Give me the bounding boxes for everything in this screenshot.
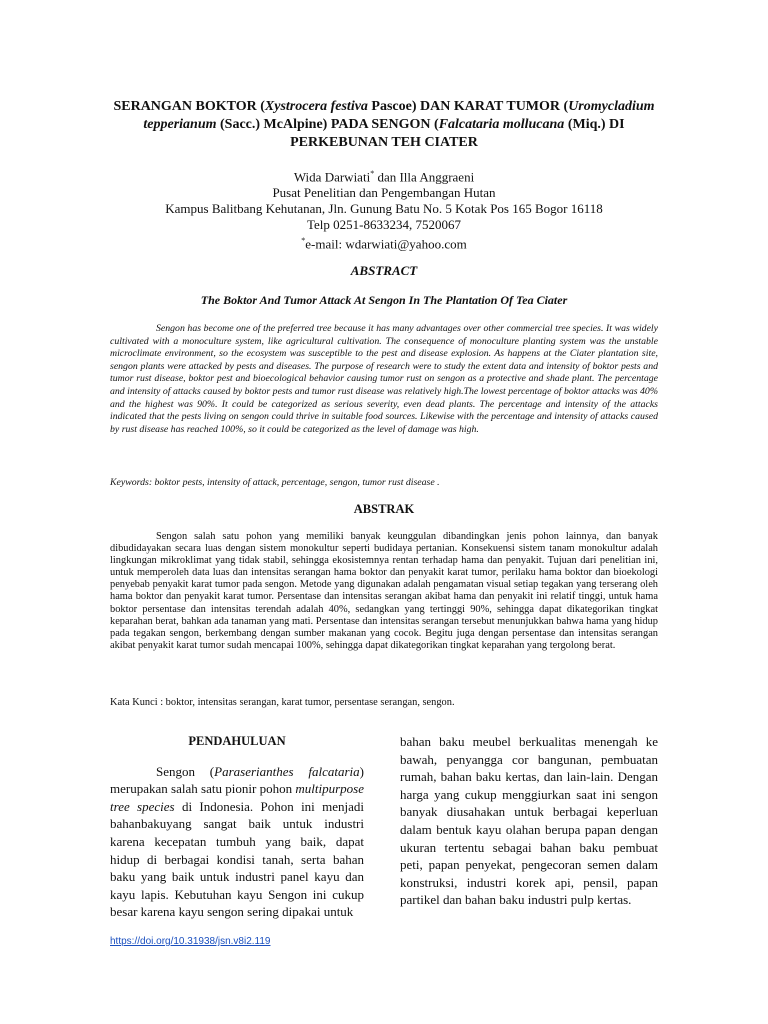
abstrak-text: Sengon salah satu pohon yang memiliki banyak keunggulan dibandingkan jenis pohon lainnya, dan banyak dibudidayakan secara luas dengan sistem monokultur seperti budidaya pertanian. Konsekuensi sistem tanam monokultur adalah lingkungan mikroklimat yang tidak stabil, sehingga ekosistemnya rentan terhadap hama dan penyakit. Tujuan dari penelitian ini, untuk memperoleh data luas dan intensitas serangan hama boktor dan penyakit karat tumor, perilaku hama boktor dan bioekologi penyebab penyakit karat tumor pada sengon. Metode yang digunakan adalah pengamatan visual setiap tegakan yang terserang oleh hama boktor dan penyakit karat tumor. Persentase dan intensitas serangan akibat hama dan penyakit ini relatif tinggi, untuk hama boktor persentase dan intensitas terendah adalah 40%, sedangkan yang tertinggi 90%, sehingga dapat dikategorikan tingkat keparahan berat, bahkan ada tanaman yang mati. Persentase dan intensitas serangan tersebut menunjukkan bahwa hama yang hidup pada tegakan sengon, berkembang dengan sumber makanan yang cocok. Begitu juga dengan persentase dan intensitas serangan akibat penyakit karat tumor sudah mencapai 100%, sehingga dapat dikategorikan tingkat keparahan yang tergolong berat. [110, 531, 658, 651]
abstract-keywords: Keywords: boktor pests, intensity of attack, percentage, sengon, tumor rust disease . [110, 477, 440, 488]
title-species-boktor: Xystrocera festiva [264, 99, 368, 114]
intro-right-text: bahan baku meubel berkualitas menengah ke bawah, penyangga cor bangunan, pembuatan rumah, bahan baku kertas, dan lain-lain. Dengan harga yang cukup menggiurkan saat ini sengon banyak diusahakan untuk berbagai keperluan dalam bentuk kayu olahan berupa papan dengan ukuran tertentu sebagai bahan baku pembuat peti, papan penyekat, pengecoran semen dalam konstruksi, industri korek api, pensil, papan partikel dan bahan baku industri pulp kertas. [400, 734, 658, 908]
abstract-text: Sengon has become one of the preferred tree because it has many advantages over other commercial tree species. It was widely cultivated with a monoculture system, like agricultural cultivation. The consequence of monoculture planting system was the unstable microclimate environment, so the ecosystem was susceptible to the pest and disease explosion. As happens at the Ciater plantation site, sengon plants were attacked by pests and diseases. The purpose of research were to study the extent data and intensity of boktor pests and tumor rust disease, boktor pest and bioecological behavior causing tumor rust on sengon as a protective and shade plant. The percentage and intensity of attacks caused by boktor pests and tumor rust disease was relatively high.The lowest percentage of boktor attacks was 40% and the highest was 90%. It could be categorized as serious severity, even dead plants. The percentage and intensity of the attacks indicated that the pests living on sengon could thrive in suitable food sources. Likewise with the percentage and intensity of attacks caused by rust disease has reached 100%, so it could be categorized as the level of damage was high. [110, 323, 658, 435]
doi-link[interactable]: https://doi.org/10.31938/jsn.v8i2.119 [110, 936, 271, 947]
abstract-body [110, 323, 658, 436]
author-email-line: *e-mail: wdarwiati@yahoo.com [301, 236, 467, 252]
intro-left-text: Sengon (Paraserianthes falcataria) merupakan salah satu pionir pohon multipurpose tree species di Indonesia. Pohon ini menjadi bahanbakuyang sangat baik untuk industri karena kecepatan tumbuh yang baik, dapat hidup di berbagai kondisi tanah, serta bahan baku yang baik untuk industri panel kayu dan kayu lapis. Kebutuhan kayu Sengon ini cukup besar karena kayu sengon sering dipakai untuk [110, 763, 364, 920]
author-names: Wida Darwiati* dan Illa Anggraeni [293, 169, 475, 185]
title-part: Pascoe) DAN KARAT TUMOR ( [367, 99, 569, 114]
intro-heading: PENDAHULUAN [188, 734, 286, 748]
title-species-sengon: Falcataria mollucana [438, 117, 565, 132]
abstrak-body [110, 531, 658, 652]
species-name: Paraserianthes falcataria [214, 763, 360, 779]
intro-left-column [110, 733, 364, 921]
intro-right-column [400, 733, 658, 909]
author-institution: Pusat Penelitian dan Pengembangan Hutan [272, 185, 496, 201]
title-part: (Miq.) DI PERKEBUNAN TEH CIATER [290, 117, 625, 150]
author-phone: Telp 0251-8633234, 7520067 [307, 217, 461, 233]
abstrak-heading: ABSTRAK [353, 502, 415, 516]
author-address: Kampus Balitbang Kehutanan, Jln. Gunung Batu No. 5 Kotak Pos 165 Bogor 16118 [165, 201, 603, 217]
abstract-subtitle: The Boktor And Tumor Attack At Sengon In The Plantation Of Tea Ciater [200, 293, 568, 307]
paper-title [100, 98, 668, 152]
abstract-heading: ABSTRACT [350, 263, 418, 278]
title-part: (Sacc.) McAlpine) PADA SENGON ( [216, 117, 439, 132]
title-part: SERANGAN BOKTOR ( [113, 99, 265, 114]
abstrak-keywords: Kata Kunci : boktor, intensitas serangan, karat tumor, persentase serangan, sengon. [110, 697, 455, 708]
corresponding-mark: * [370, 169, 375, 178]
title-species-rust: Uromycladium tepperianum [143, 99, 655, 132]
term-italic: multipurpose tree species [110, 781, 364, 814]
author-email: e-mail: wdarwiati@yahoo.com [305, 236, 467, 252]
author-block [80, 166, 688, 253]
